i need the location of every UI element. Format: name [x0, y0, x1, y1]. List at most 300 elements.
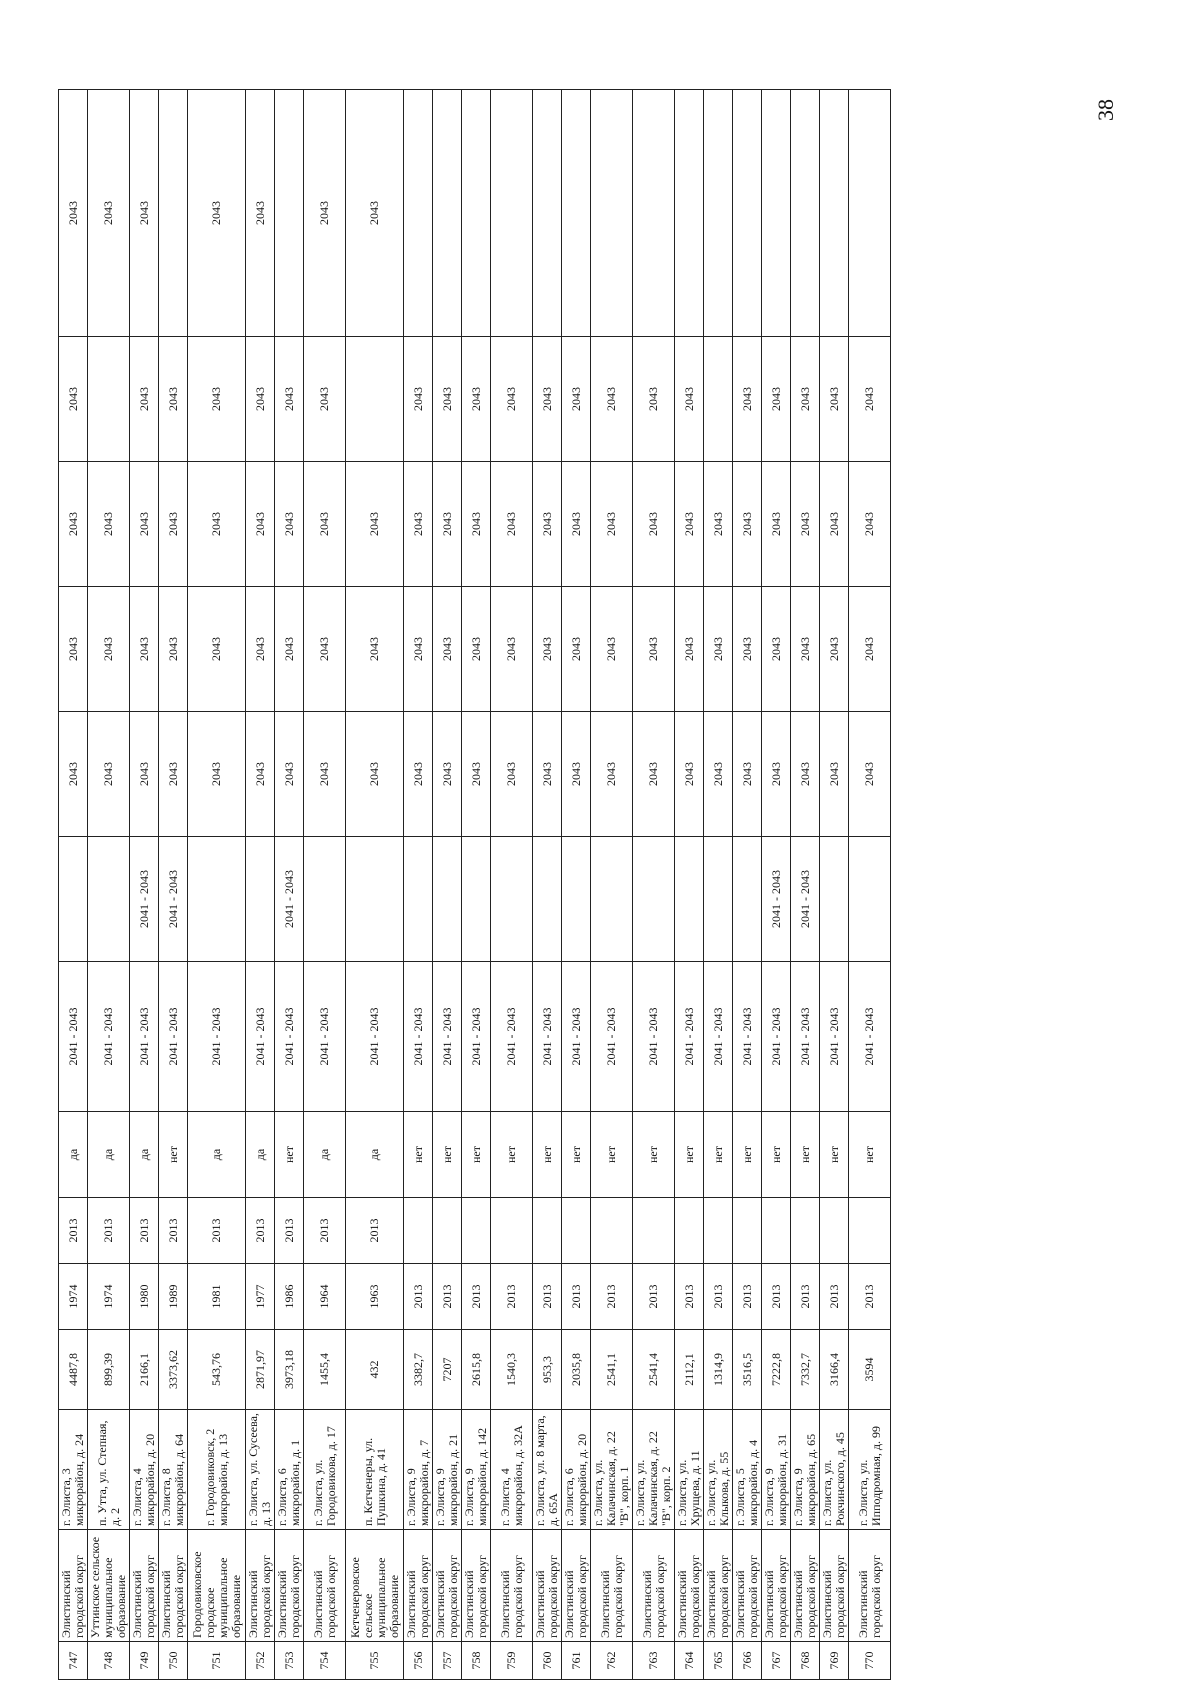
area-cell: 3594	[849, 1330, 891, 1410]
table-row	[246, 90, 275, 1680]
year-cell: 2043	[562, 337, 591, 462]
municipality-cell: Элистинский городской округ	[562, 1530, 591, 1642]
municipality-cell: Элистинский городской округ	[304, 1530, 346, 1642]
year-cell: 2043	[562, 712, 591, 837]
year-built-cell: 1980	[130, 1264, 159, 1330]
year-cell	[404, 1198, 433, 1264]
area-cell: 4487,8	[59, 1330, 88, 1410]
row-number: 750	[159, 1642, 188, 1680]
year-cell	[675, 1198, 704, 1264]
row-number: 757	[433, 1642, 462, 1680]
year-built-cell: 2013	[533, 1264, 562, 1330]
year-cell: 2043	[246, 712, 275, 837]
period-cell: 2041 - 2043	[733, 962, 762, 1112]
year-cell: 2043	[762, 462, 791, 587]
municipality-cell: Элистинский городской округ	[733, 1530, 762, 1642]
year-built-cell: 2013	[433, 1264, 462, 1330]
year-cell	[591, 1198, 633, 1264]
yes-no-cell: нет	[533, 1112, 562, 1198]
year-cell: 2043	[88, 90, 130, 337]
row-number: 755	[346, 1642, 404, 1680]
area-cell: 7207	[433, 1330, 462, 1410]
year-cell: 2013	[59, 1198, 88, 1264]
municipality-cell: Элистинский городской округ	[849, 1530, 891, 1642]
period-cell	[849, 837, 891, 962]
address-cell: г. Элиста, 9 микрорайон, д. 65	[791, 1410, 820, 1530]
table-row	[633, 90, 675, 1680]
row-number: 759	[491, 1642, 533, 1680]
year-cell: 2043	[159, 587, 188, 712]
year-cell: 2043	[591, 337, 633, 462]
area-cell: 3166,4	[820, 1330, 849, 1410]
year-cell	[275, 90, 304, 337]
table-row	[849, 90, 891, 1680]
address-cell: г. Элиста, 6 микрорайон, д. 20	[562, 1410, 591, 1530]
year-cell	[404, 90, 433, 337]
period-cell: 2041 - 2043	[791, 837, 820, 962]
table-row	[533, 90, 562, 1680]
table-row	[304, 90, 346, 1680]
year-cell: 2043	[275, 462, 304, 587]
table-row	[820, 90, 849, 1680]
period-cell	[246, 837, 275, 962]
year-built-cell: 2013	[791, 1264, 820, 1330]
table-row	[791, 90, 820, 1680]
year-cell: 2043	[130, 587, 159, 712]
year-built-cell: 1964	[304, 1264, 346, 1330]
yes-no-cell: нет	[433, 1112, 462, 1198]
municipality-cell: Элистинский городской округ	[533, 1530, 562, 1642]
table-row	[562, 90, 591, 1680]
address-cell: г. Элиста, ул. Клыкова, д. 55	[704, 1410, 733, 1530]
year-cell: 2013	[275, 1198, 304, 1264]
municipality-cell: Элистинский городской округ	[633, 1530, 675, 1642]
rotated-table-wrapper	[58, 90, 1028, 1680]
year-cell: 2013	[130, 1198, 159, 1264]
yes-no-cell: нет	[762, 1112, 791, 1198]
year-cell	[733, 1198, 762, 1264]
address-cell: г. Элиста, ул. Калачинская, д. 22 "В", корп. 2	[633, 1410, 675, 1530]
yes-no-cell: нет	[462, 1112, 491, 1198]
year-built-cell: 1986	[275, 1264, 304, 1330]
period-cell	[733, 837, 762, 962]
year-built-cell: 2013	[675, 1264, 704, 1330]
year-cell	[820, 1198, 849, 1264]
period-cell: 2041 - 2043	[533, 962, 562, 1112]
municipality-cell: Элистинский городской округ	[130, 1530, 159, 1642]
period-cell: 2041 - 2043	[762, 837, 791, 962]
address-cell: г. Элиста, ул. Калачинская, д. 22 "В", корп. 1	[591, 1410, 633, 1530]
address-cell: г. Элиста, 8 микрорайон, д. 64	[159, 1410, 188, 1530]
year-cell: 2043	[246, 337, 275, 462]
year-cell	[791, 1198, 820, 1264]
year-cell: 2043	[762, 712, 791, 837]
row-number: 756	[404, 1642, 433, 1680]
area-cell: 899,39	[88, 1330, 130, 1410]
year-cell: 2043	[59, 587, 88, 712]
row-number: 754	[304, 1642, 346, 1680]
yes-no-cell: да	[246, 1112, 275, 1198]
period-cell	[704, 837, 733, 962]
year-cell: 2043	[533, 462, 562, 587]
year-cell: 2043	[820, 462, 849, 587]
row-number: 770	[849, 1642, 891, 1680]
area-cell: 3373,62	[159, 1330, 188, 1410]
area-cell: 3382,7	[404, 1330, 433, 1410]
yes-no-cell: нет	[591, 1112, 633, 1198]
yes-no-cell: нет	[820, 1112, 849, 1198]
year-cell: 2043	[820, 587, 849, 712]
municipality-cell: Элистинский городской округ	[704, 1530, 733, 1642]
year-cell: 2043	[562, 587, 591, 712]
year-cell: 2013	[304, 1198, 346, 1264]
year-cell	[562, 1198, 591, 1264]
year-cell: 2043	[130, 462, 159, 587]
year-cell: 2043	[346, 712, 404, 837]
year-cell: 2043	[633, 712, 675, 837]
year-cell: 2013	[88, 1198, 130, 1264]
period-cell: 2041 - 2043	[304, 962, 346, 1112]
period-cell	[462, 837, 491, 962]
year-cell: 2043	[246, 462, 275, 587]
address-cell: г. Элиста, ул. Ипподромная, д. 99	[849, 1410, 891, 1530]
year-built-cell: 2013	[404, 1264, 433, 1330]
year-cell: 2043	[404, 337, 433, 462]
page-number: 38	[1093, 99, 1118, 121]
area-cell: 7332,7	[791, 1330, 820, 1410]
area-cell: 2035,8	[562, 1330, 591, 1410]
year-built-cell: 1989	[159, 1264, 188, 1330]
period-cell	[433, 837, 462, 962]
row-number: 747	[59, 1642, 88, 1680]
year-cell: 2043	[633, 337, 675, 462]
address-cell: п. Кетченеры, ул. Пушкина, д. 41	[346, 1410, 404, 1530]
yes-no-cell: нет	[791, 1112, 820, 1198]
year-cell: 2043	[849, 337, 891, 462]
year-cell: 2043	[491, 337, 533, 462]
year-cell: 2043	[704, 712, 733, 837]
table-row	[675, 90, 704, 1680]
year-cell: 2043	[304, 337, 346, 462]
year-cell: 2043	[462, 587, 491, 712]
year-cell: 2043	[246, 90, 275, 337]
period-cell: 2041 - 2043	[791, 962, 820, 1112]
period-cell: 2041 - 2043	[188, 962, 246, 1112]
year-cell: 2043	[820, 337, 849, 462]
row-number: 761	[562, 1642, 591, 1680]
table-row	[404, 90, 433, 1680]
year-cell: 2043	[733, 462, 762, 587]
year-cell: 2043	[404, 712, 433, 837]
year-built-cell: 2013	[762, 1264, 791, 1330]
year-built-cell: 2013	[462, 1264, 491, 1330]
year-cell	[675, 90, 704, 337]
area-cell: 1314,9	[704, 1330, 733, 1410]
year-cell: 2043	[304, 712, 346, 837]
year-cell	[633, 90, 675, 337]
period-cell	[188, 837, 246, 962]
year-built-cell: 2013	[849, 1264, 891, 1330]
year-cell: 2043	[275, 712, 304, 837]
year-cell: 2043	[88, 462, 130, 587]
year-cell: 2043	[433, 462, 462, 587]
period-cell: 2041 - 2043	[130, 962, 159, 1112]
area-cell: 2871,97	[246, 1330, 275, 1410]
year-cell: 2043	[633, 587, 675, 712]
year-cell: 2043	[304, 587, 346, 712]
address-cell: п. Утта, ул. Степная, д. 2	[88, 1410, 130, 1530]
year-cell: 2043	[675, 337, 704, 462]
period-cell: 2041 - 2043	[462, 962, 491, 1112]
year-cell: 2043	[591, 587, 633, 712]
address-cell: г. Элиста, ул. Рокчинского, д. 45	[820, 1410, 849, 1530]
period-cell	[404, 837, 433, 962]
row-number: 769	[820, 1642, 849, 1680]
period-cell: 2041 - 2043	[346, 962, 404, 1112]
period-cell	[88, 837, 130, 962]
year-cell	[462, 1198, 491, 1264]
row-number: 748	[88, 1642, 130, 1680]
year-built-cell: 2013	[591, 1264, 633, 1330]
address-cell: г. Городовиковск, 2 микрорайон, д. 13	[188, 1410, 246, 1530]
year-cell: 2043	[733, 712, 762, 837]
year-cell: 2043	[275, 337, 304, 462]
period-cell	[533, 837, 562, 962]
table-row	[491, 90, 533, 1680]
year-cell	[820, 90, 849, 337]
year-cell: 2043	[591, 462, 633, 587]
table-row	[59, 90, 88, 1680]
year-cell: 2043	[762, 337, 791, 462]
municipality-cell: Элистинский городской округ	[462, 1530, 491, 1642]
address-cell: г. Элиста, 9 микрорайон, д. 21	[433, 1410, 462, 1530]
year-built-cell: 1981	[188, 1264, 246, 1330]
yes-no-cell: нет	[633, 1112, 675, 1198]
year-cell: 2013	[346, 1198, 404, 1264]
yes-no-cell: да	[346, 1112, 404, 1198]
year-cell	[491, 90, 533, 337]
address-cell: г. Элиста, ул. 8 марта, д. 65А	[533, 1410, 562, 1530]
yes-no-cell: нет	[562, 1112, 591, 1198]
municipality-cell: Элистинский городской округ	[820, 1530, 849, 1642]
period-cell: 2041 - 2043	[491, 962, 533, 1112]
municipality-cell: Уттинское сельское муниципальное образование	[88, 1530, 130, 1642]
year-cell: 2043	[88, 712, 130, 837]
year-cell: 2043	[491, 587, 533, 712]
row-number: 753	[275, 1642, 304, 1680]
year-cell: 2043	[633, 462, 675, 587]
year-cell	[762, 90, 791, 337]
period-cell: 2041 - 2043	[633, 962, 675, 1112]
year-cell	[346, 337, 404, 462]
period-cell	[562, 837, 591, 962]
year-cell: 2043	[188, 712, 246, 837]
year-cell: 2013	[159, 1198, 188, 1264]
municipality-cell: Элистинский городской округ	[791, 1530, 820, 1642]
year-cell: 2043	[88, 587, 130, 712]
year-cell: 2043	[246, 587, 275, 712]
year-cell: 2043	[188, 587, 246, 712]
year-cell: 2043	[849, 712, 891, 837]
table-row	[591, 90, 633, 1680]
year-cell: 2043	[462, 337, 491, 462]
year-cell: 2043	[849, 587, 891, 712]
year-cell: 2043	[59, 90, 88, 337]
yes-no-cell: да	[130, 1112, 159, 1198]
period-cell: 2041 - 2043	[275, 962, 304, 1112]
row-number: 762	[591, 1642, 633, 1680]
year-cell: 2043	[591, 712, 633, 837]
year-built-cell: 1963	[346, 1264, 404, 1330]
period-cell: 2041 - 2043	[820, 962, 849, 1112]
table-row	[130, 90, 159, 1680]
year-cell: 2043	[733, 587, 762, 712]
table-row	[704, 90, 733, 1680]
year-cell	[591, 90, 633, 337]
table-row	[88, 90, 130, 1680]
address-cell: г. Элиста, 4 микрорайон, д. 20	[130, 1410, 159, 1530]
year-cell: 2043	[762, 587, 791, 712]
row-number: 767	[762, 1642, 791, 1680]
period-cell	[491, 837, 533, 962]
year-cell	[433, 1198, 462, 1264]
municipality-cell: Элистинский городской округ	[675, 1530, 704, 1642]
year-cell	[733, 90, 762, 337]
year-cell: 2043	[130, 90, 159, 337]
period-cell: 2041 - 2043	[591, 962, 633, 1112]
year-cell: 2043	[404, 587, 433, 712]
area-cell: 2541,1	[591, 1330, 633, 1410]
year-cell	[704, 90, 733, 337]
year-cell: 2043	[404, 462, 433, 587]
year-built-cell: 2013	[562, 1264, 591, 1330]
year-cell: 2013	[188, 1198, 246, 1264]
year-cell: 2043	[791, 587, 820, 712]
table-row	[275, 90, 304, 1680]
address-cell: г. Элиста, 9 микрорайон, д. 31	[762, 1410, 791, 1530]
municipality-cell: Элистинский городской округ	[275, 1530, 304, 1642]
period-cell: 2041 - 2043	[675, 962, 704, 1112]
period-cell: 2041 - 2043	[246, 962, 275, 1112]
year-cell: 2043	[462, 462, 491, 587]
yes-no-cell: да	[304, 1112, 346, 1198]
year-built-cell: 2013	[633, 1264, 675, 1330]
row-number: 752	[246, 1642, 275, 1680]
year-built-cell: 1974	[59, 1264, 88, 1330]
period-cell	[59, 837, 88, 962]
yes-no-cell: да	[188, 1112, 246, 1198]
municipality-cell: Элистинский городской округ	[246, 1530, 275, 1642]
year-cell	[88, 337, 130, 462]
yes-no-cell: нет	[404, 1112, 433, 1198]
municipality-cell: Элистинский городской округ	[59, 1530, 88, 1642]
row-number: 749	[130, 1642, 159, 1680]
year-built-cell: 2013	[820, 1264, 849, 1330]
yes-no-cell: нет	[704, 1112, 733, 1198]
year-cell: 2043	[849, 462, 891, 587]
year-cell	[159, 90, 188, 337]
year-cell: 2043	[59, 462, 88, 587]
municipality-cell: Элистинский городской округ	[433, 1530, 462, 1642]
year-cell	[533, 90, 562, 337]
year-cell	[849, 1198, 891, 1264]
year-cell: 2043	[130, 712, 159, 837]
year-cell: 2043	[159, 712, 188, 837]
area-cell: 432	[346, 1330, 404, 1410]
period-cell: 2041 - 2043	[404, 962, 433, 1112]
year-built-cell: 2013	[733, 1264, 762, 1330]
table-row	[762, 90, 791, 1680]
year-cell: 2043	[491, 712, 533, 837]
year-cell	[433, 90, 462, 337]
table-row	[159, 90, 188, 1680]
year-cell: 2043	[733, 337, 762, 462]
address-cell: г. Элиста, 3 микрорайон, д. 24	[59, 1410, 88, 1530]
year-cell	[791, 90, 820, 337]
year-cell: 2043	[562, 462, 591, 587]
area-cell: 2166,1	[130, 1330, 159, 1410]
year-cell: 2043	[433, 587, 462, 712]
year-cell: 2043	[791, 337, 820, 462]
area-cell: 2615,8	[462, 1330, 491, 1410]
year-cell: 2043	[275, 587, 304, 712]
year-cell: 2043	[188, 337, 246, 462]
period-cell	[304, 837, 346, 962]
year-cell	[462, 90, 491, 337]
year-cell: 2043	[791, 462, 820, 587]
year-cell: 2043	[533, 712, 562, 837]
address-cell: г. Элиста, ул. Сусеева, д. 13	[246, 1410, 275, 1530]
address-cell: г. Элиста, 9 микрорайон, д. 7	[404, 1410, 433, 1530]
year-cell: 2043	[346, 462, 404, 587]
row-number: 763	[633, 1642, 675, 1680]
address-cell: г. Элиста, 4 микрорайон, д. 32А	[491, 1410, 533, 1530]
period-cell	[591, 837, 633, 962]
year-cell: 2043	[462, 712, 491, 837]
area-cell: 2112,1	[675, 1330, 704, 1410]
period-cell: 2041 - 2043	[130, 837, 159, 962]
yes-no-cell: нет	[159, 1112, 188, 1198]
area-cell: 7222,8	[762, 1330, 791, 1410]
period-cell: 2041 - 2043	[762, 962, 791, 1112]
year-cell: 2043	[533, 337, 562, 462]
year-built-cell: 1977	[246, 1264, 275, 1330]
row-number: 758	[462, 1642, 491, 1680]
area-cell: 1540,3	[491, 1330, 533, 1410]
area-cell: 2541,4	[633, 1330, 675, 1410]
yes-no-cell: нет	[275, 1112, 304, 1198]
period-cell	[820, 837, 849, 962]
year-cell: 2043	[304, 90, 346, 337]
period-cell	[633, 837, 675, 962]
table-row	[346, 90, 404, 1680]
table-body	[59, 90, 891, 1680]
year-cell	[633, 1198, 675, 1264]
row-number: 765	[704, 1642, 733, 1680]
address-cell: г. Элиста, 5 микрорайон, д. 4	[733, 1410, 762, 1530]
municipality-cell: Элистинский городской округ	[159, 1530, 188, 1642]
row-number: 766	[733, 1642, 762, 1680]
yes-no-cell: да	[88, 1112, 130, 1198]
period-cell	[346, 837, 404, 962]
period-cell	[675, 837, 704, 962]
yes-no-cell: нет	[491, 1112, 533, 1198]
year-cell: 2043	[346, 587, 404, 712]
area-cell: 543,76	[188, 1330, 246, 1410]
year-cell: 2043	[675, 587, 704, 712]
period-cell: 2041 - 2043	[159, 962, 188, 1112]
municipality-cell: Элистинский городской округ	[491, 1530, 533, 1642]
